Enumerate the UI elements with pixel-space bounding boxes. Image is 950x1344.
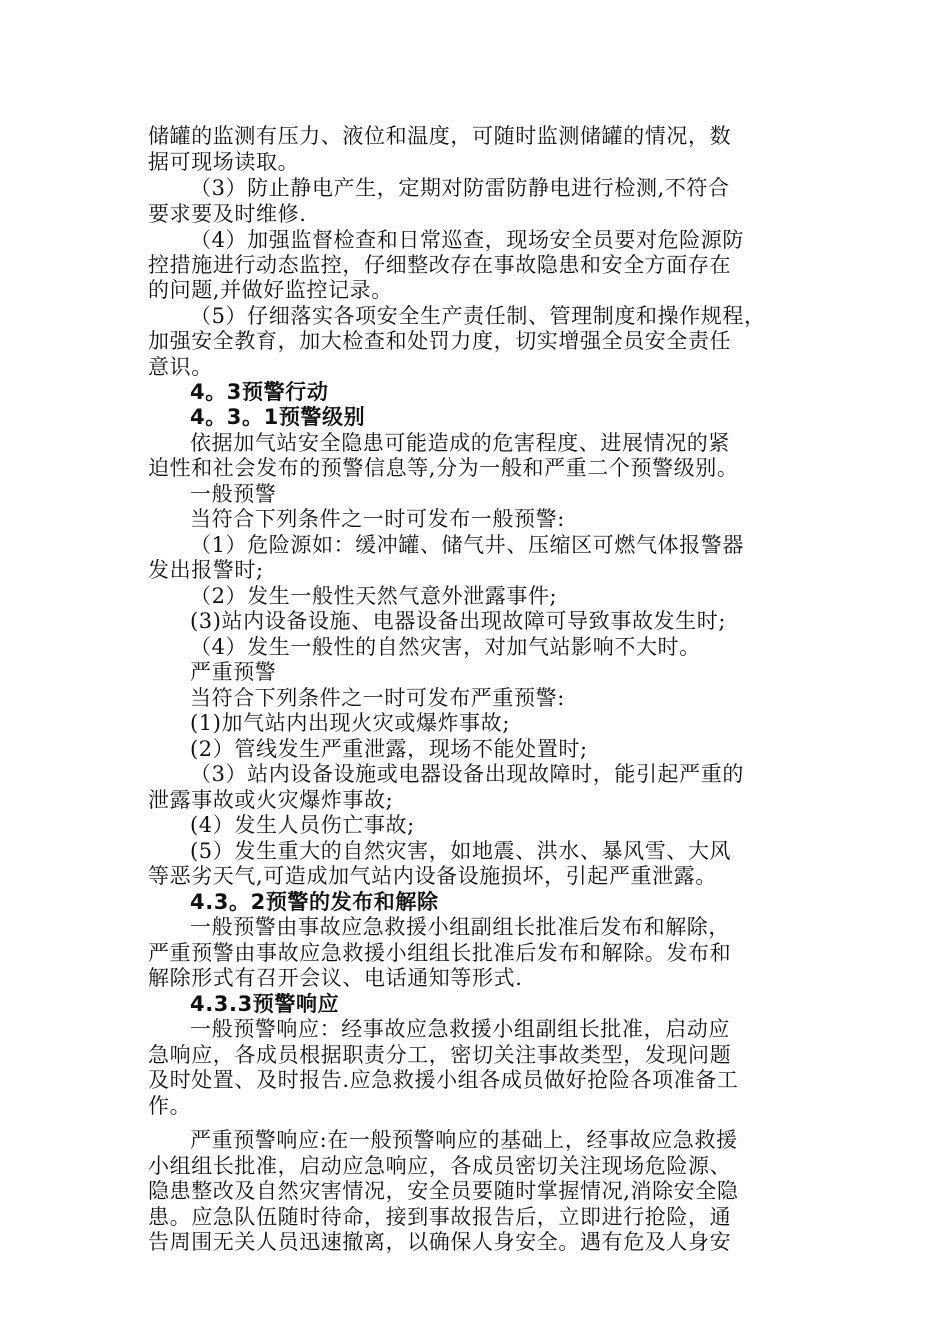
body-text-line: 的问题,并做好监控记录。 (148, 278, 393, 302)
body-text-line: 一般预警由事故应急救援小组副组长批准后发布和解除， (190, 915, 730, 939)
body-text-line: 当符合下列条件之一时可发布一般预警: (190, 507, 565, 531)
body-text-line: 发出报警时; (148, 558, 264, 582)
body-text-line: 严重预警响应:在一般预警响应的基础上，经事故应急救援 (190, 1128, 738, 1152)
subsection-heading: 4.3.3预警响应 (190, 992, 340, 1016)
section-heading: 4。3预警行动 (190, 380, 329, 404)
list-item-line: (1)加气站内出现火灾或爆炸事故; (190, 711, 511, 735)
body-text-line: 告周围无关人员迅速撤离，以确保人身安全。遇有危及人身安 (148, 1230, 732, 1254)
list-item-line: （4）发生一般性的自然灾害，对加气站影响不大时。 (190, 635, 701, 659)
body-text-line: 解除形式有召开会议、电话通知等形式. (148, 966, 523, 990)
list-item-line: （1）危险源如：缓冲罐、储气井、压缩区可燃气体报警器 (190, 533, 744, 557)
body-text-line: 小组组长批准，启动应急响应，各成员密切关注现场危险源、 (148, 1154, 732, 1178)
body-text-line: 急响应，各成员根据职责分工，密切关注事故类型，发现问题 (148, 1043, 732, 1067)
list-item-line: （4）加强监督检查和日常巡查，现场安全员要对危险源防 (190, 228, 744, 252)
body-text-line: 泄露事故或火灾爆炸事故; (148, 788, 394, 812)
body-text-line: 患。应急队伍随时待命，接到事故报告后，立即进行抢险，通 (148, 1205, 732, 1229)
body-text-line: 要求要及时维修. (148, 202, 307, 226)
list-item-line: （5）仔细落实各项安全生产责任制、管理制度和操作规程， (190, 304, 766, 328)
list-item-line: (3)站内设备设施、电器设备出现故障可导致事故发生时; (190, 609, 727, 633)
list-item-line: （3）防止静电产生，定期对防雷防静电进行检测,不符合 (190, 176, 730, 200)
body-text-line: 控措施进行动态监控，仔细整改存在事故隐患和安全方面存在 (148, 253, 732, 277)
subsection-heading: 4。3。1预警级别 (190, 405, 366, 429)
body-text-line: 依据加气站安全隐患可能造成的危害程度、进展情况的紧 (190, 431, 730, 455)
body-text-line: 当符合下列条件之一时可发布严重预警: (190, 686, 565, 710)
label-line: 严重预警 (190, 660, 277, 684)
body-text-line: 储罐的监测有压力、液位和温度，可随时监测储罐的情况，数 (148, 124, 732, 148)
body-text-line: 作。 (148, 1094, 192, 1118)
subsection-heading: 4.3。2预警的发布和解除 (190, 890, 439, 914)
body-text-line: 意识。 (148, 355, 213, 379)
list-item-line: (5）发生重大的自然灾害，如地震、洪水、暴风雪、大风 (190, 839, 732, 863)
list-item-line: （2）发生一般性天然气意外泄露事件; (190, 584, 558, 608)
list-item-line: (2）管线发生严重泄露，现场不能处置时; (190, 737, 588, 761)
body-text-line: 一般预警响应：经事故应急救援小组副组长批准，启动应 (190, 1017, 730, 1041)
body-text-line: 严重预警由事故应急救援小组组长批准后发布和解除。发布和 (148, 941, 732, 965)
label-line: 一般预警 (190, 482, 277, 506)
body-text-line: 等恶劣天气,可造成加气站内设备设施损坏，引起严重泄露。 (148, 864, 717, 888)
body-text-line: 迫性和社会发布的预警信息等,分为一般和严重二个预警级别。 (148, 456, 739, 480)
body-text-line: 据可现场读取。 (148, 150, 300, 174)
body-text-line: 隐患整改及自然灾害情况，安全员要随时掌握情况,消除安全隐 (148, 1179, 739, 1203)
body-text-line: 加强安全教育，加大检查和处罚力度，切实增强全员安全责任 (148, 329, 732, 353)
list-item-line: (4）发生人员伤亡事故; (190, 813, 415, 837)
list-item-line: （3）站内设备设施或电器设备出现故障时，能引起严重的 (190, 762, 744, 786)
body-text-line: 及时处置、及时报告.应急救援小组各成员做好抢险各项准备工 (148, 1068, 739, 1092)
